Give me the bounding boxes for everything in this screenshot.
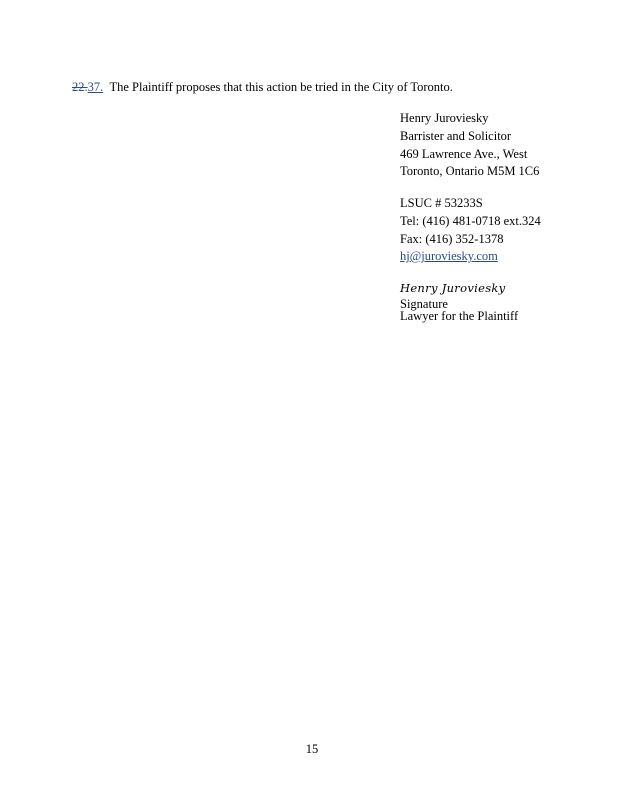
lawyer-role-line: Lawyer for the Plaintiff bbox=[400, 309, 519, 323]
page-number: 15 bbox=[305, 742, 319, 756]
clause-body-text: The Plaintiff proposes that this action be tried in the City of Toronto. bbox=[109, 79, 453, 94]
clause-paragraph bbox=[72, 79, 552, 97]
lawyer-title: Barrister and Solicitor bbox=[400, 128, 512, 143]
lsuc-number: LSUC # 53233S bbox=[400, 196, 483, 210]
clause-number-struck: 22. bbox=[72, 79, 88, 94]
credentials-group bbox=[400, 195, 541, 266]
email-address[interactable] bbox=[400, 248, 541, 266]
address-line-1: 469 Lawrence Ave., West bbox=[400, 146, 528, 161]
email-link[interactable]: hj@juroviesky.com bbox=[400, 249, 498, 264]
lawyer-name: Henry Juroviesky bbox=[400, 111, 489, 125]
clause-text bbox=[103, 80, 453, 94]
address-line-2: Toronto, Ontario M5M 1C6 bbox=[400, 164, 540, 179]
fax-number: Fax: (416) 352-1378 bbox=[400, 231, 504, 246]
contact-group bbox=[400, 110, 541, 181]
clause-number-inserted: 37. bbox=[87, 79, 104, 94]
signature-block bbox=[400, 110, 541, 328]
signature-label: Signature bbox=[400, 297, 448, 312]
handwritten-signature: Henry Juroviesky bbox=[400, 281, 506, 295]
telephone-number: Tel: (416) 481-0718 ext.324 bbox=[400, 213, 541, 228]
